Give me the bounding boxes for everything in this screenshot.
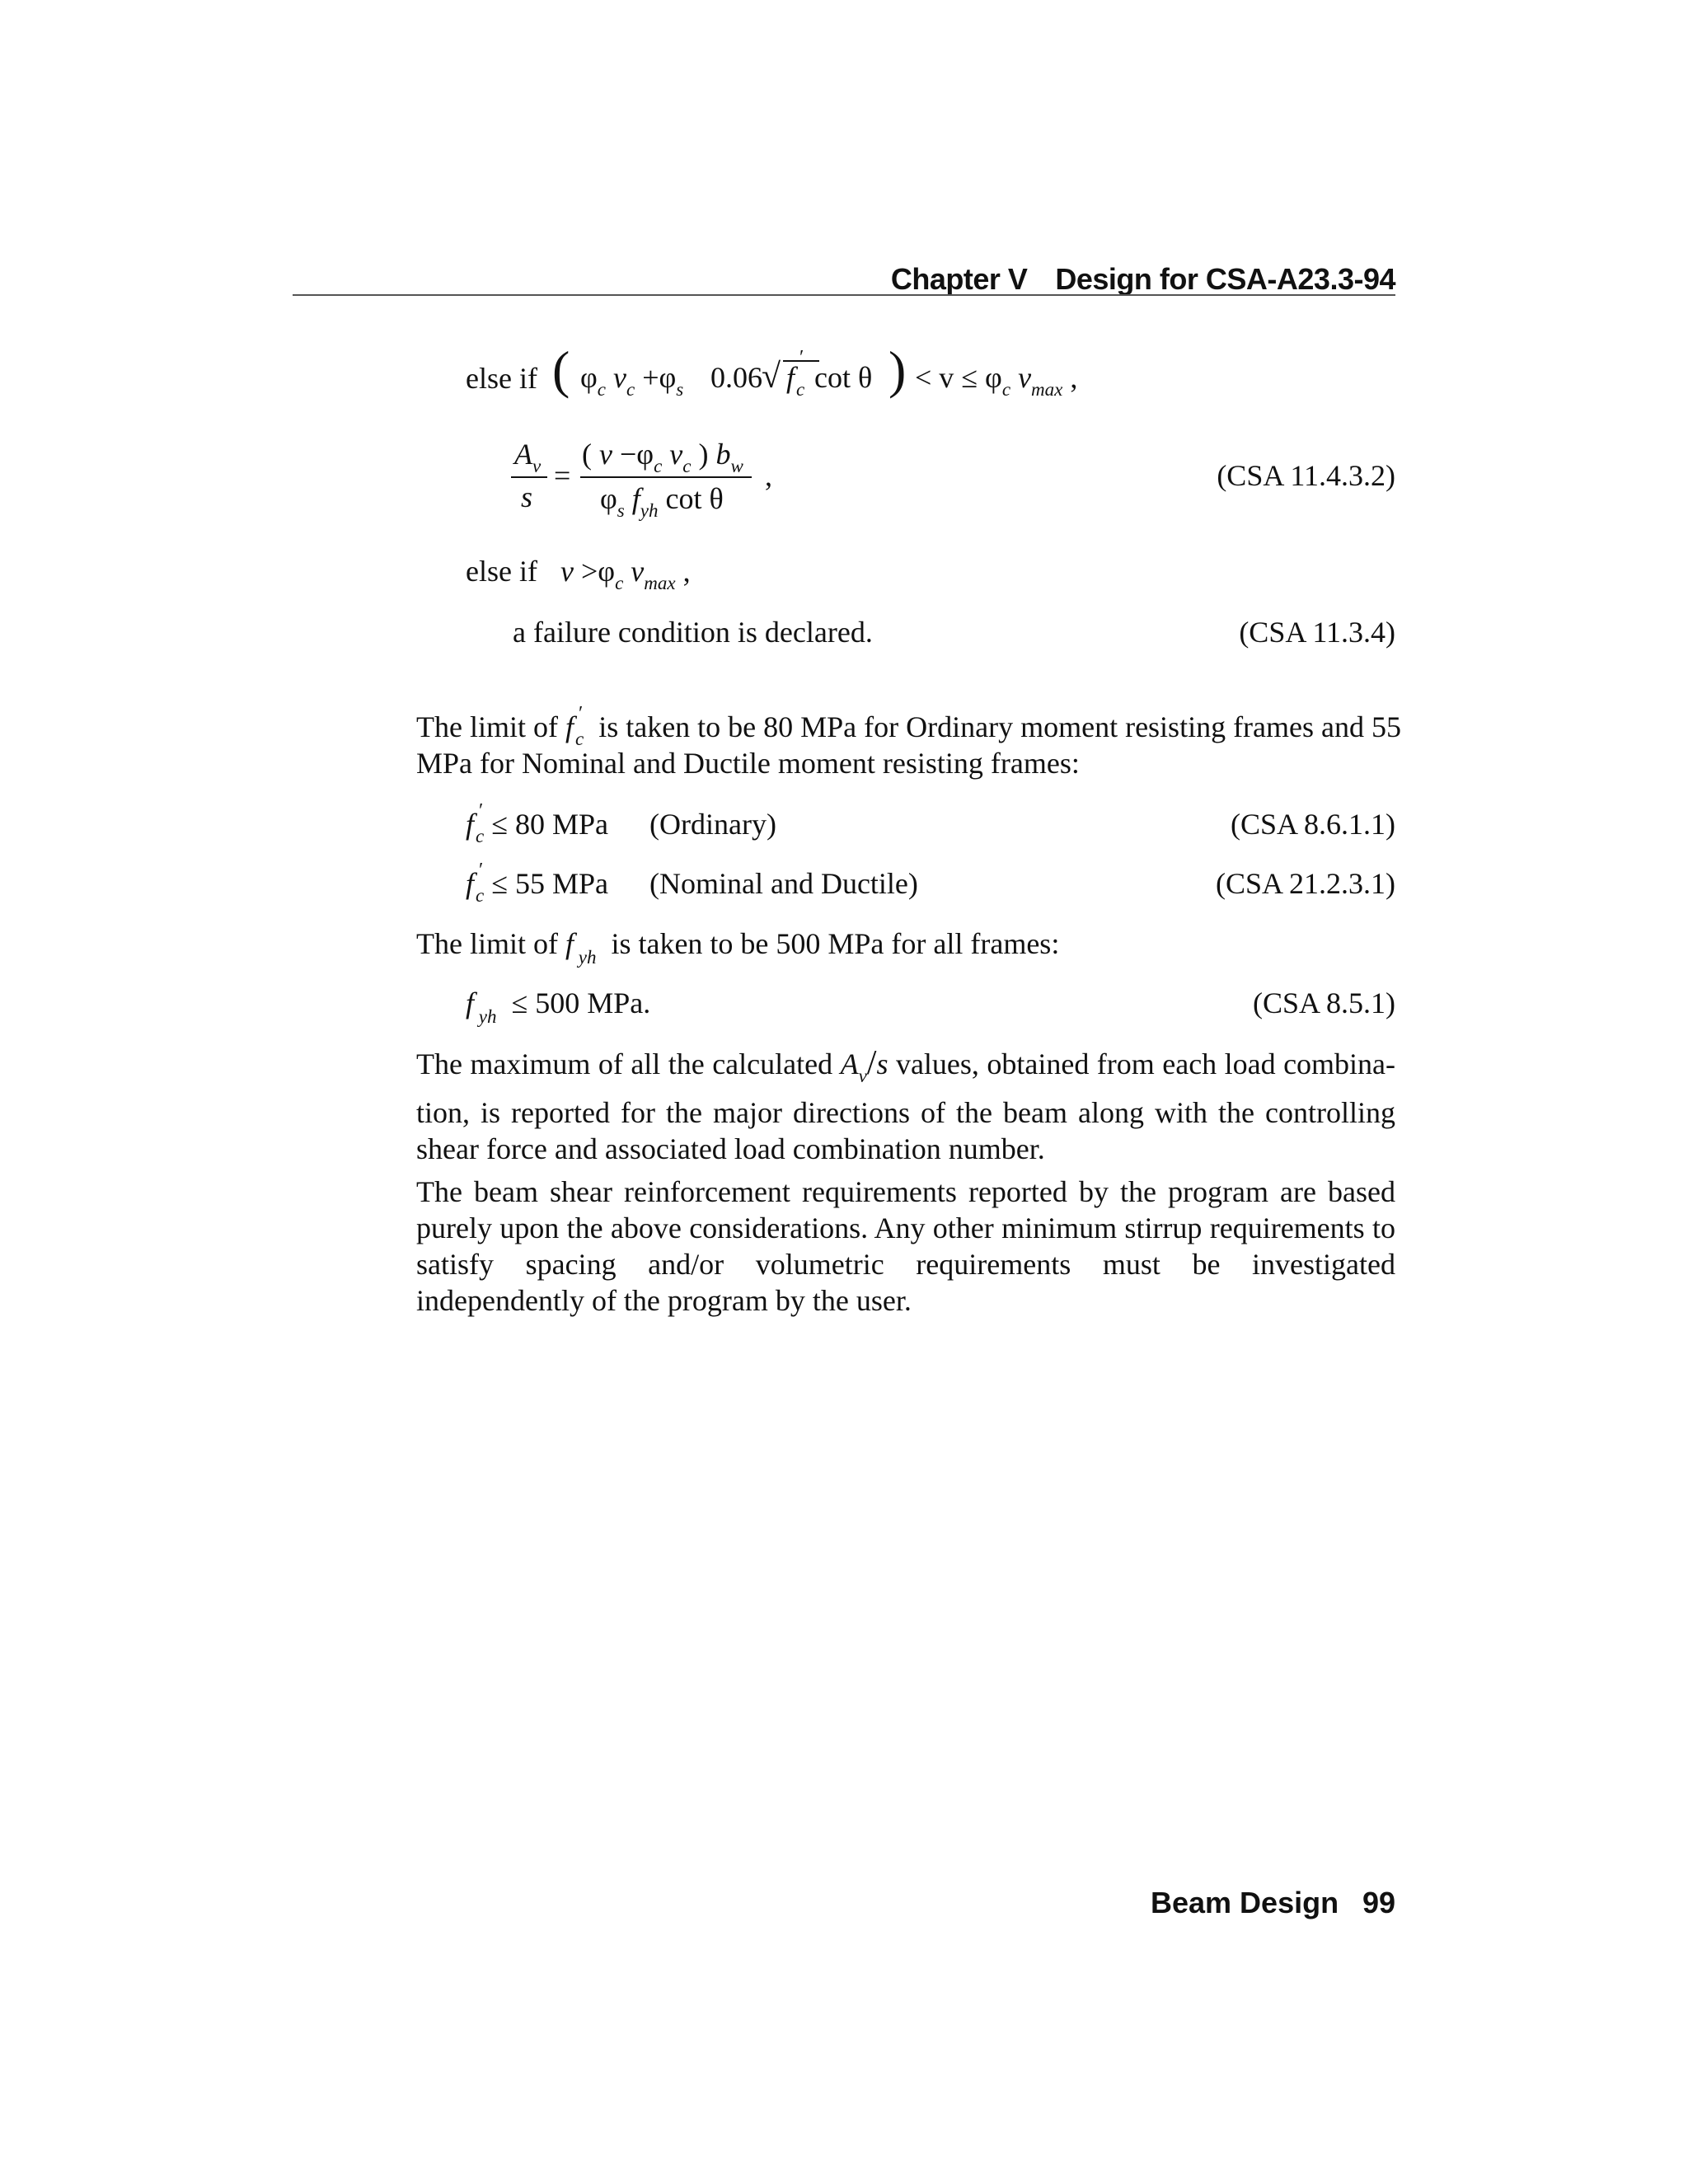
fc-ductile-reference: (CSA 21.2.3.1): [1215, 867, 1395, 900]
final-paragraph: The beam shear reinforcement requirements reported by the program are based purely upon the above considerations. Any other minimum stirrup requirements to satisfy spacing and/or volumetric requirements must be investigated independently of the program by the user.: [416, 1175, 1395, 1317]
phi-c-vc: $\varphi_c$ $v_c +\varphi_s$: [580, 361, 684, 400]
right-paren: ): [889, 340, 907, 399]
condition-2-expression: $v >\varphi_c$ $v_{max}$ ,: [560, 555, 691, 593]
fc-ductile-label: (Nominal and Ductile): [649, 867, 918, 900]
equation-av-over-s: [511, 437, 841, 527]
header-rule: [293, 294, 1395, 296]
max-av-line-3: shear force and associated load combination number.: [416, 1132, 1045, 1165]
failure-text: a failure condition is declared.: [513, 616, 873, 649]
s-denominator: s: [521, 480, 533, 513]
condition-1-prefix: else if: [466, 362, 537, 395]
condition-1-expression: [552, 334, 1146, 416]
coefficient: 0.06: [710, 361, 762, 394]
condition-2-prefix: else if: [466, 555, 537, 588]
page-number: 99: [1362, 1886, 1395, 1919]
cot-theta-2: cot θ: [665, 482, 724, 515]
rhs-denominator: $\varphi_s$ $f_{yh}$ cot θ: [600, 482, 724, 521]
footer-section: Beam Design: [1151, 1886, 1339, 1919]
fyh-limit-sentence: The limit of f $_{yh}$ is taken to be 500 MPa for all frames:: [416, 927, 1060, 968]
failure-reference: (CSA 11.3.4): [1239, 616, 1395, 649]
equals-sign: =: [554, 459, 571, 492]
condition-1-compare: < $v \le \varphi_c$ $v_{max}$ ,: [915, 361, 1078, 400]
fc-limit-line-1: The limit of f ′ $_c$ is taken to be 80 MPa for Ordinary moment resisting frames and 55: [416, 703, 1401, 749]
av-fraction-bar: [511, 476, 547, 478]
fc-ductile-limit: f ′ $_c$ ≤ 55 MPa: [466, 860, 609, 906]
fc-ordinary-label: (Ordinary): [649, 808, 776, 841]
fc-ordinary-limit: f ′ $_c$ ≤ 80 MPa: [466, 800, 609, 846]
running-header: [891, 262, 1395, 297]
cot-theta-1: cot θ: [814, 361, 873, 394]
comma: ,: [765, 459, 772, 492]
max-av-line-2: tion, is reported for the major directions of the beam along with the controlling: [416, 1096, 1395, 1129]
chapter-label: Chapter V: [890, 262, 1028, 296]
rhs-numerator: ( $v -\varphi_c$ $v_c$ ) $b_w$: [582, 438, 743, 476]
fyh-reference: (CSA 8.5.1): [1252, 987, 1395, 1019]
max-av-paragraph: [416, 1045, 1395, 1167]
sqrt-sign: √: [762, 358, 781, 396]
equation-1-reference: (CSA 11.4.3.2): [1217, 459, 1395, 492]
fc-limit-line-2: MPa for Nominal and Ductile moment resisting frames:: [416, 747, 1080, 780]
rhs-fraction-bar: [580, 476, 752, 478]
fyh-limit: f $_{yh}$ ≤ 500 MPa.: [466, 987, 651, 1027]
max-av-line-1: The maximum of all the calculated $A_v/s$ values, obtained from each load combina-: [416, 1044, 1396, 1086]
left-paren: (: [552, 340, 570, 399]
fc-prime-under-root: f ′ $_c$: [786, 347, 805, 400]
chapter-title: Design for CSA-A23.3-94: [1055, 262, 1395, 296]
av-numerator: $A_v$: [514, 438, 542, 476]
fc-ordinary-reference: (CSA 8.6.1.1): [1230, 808, 1395, 841]
